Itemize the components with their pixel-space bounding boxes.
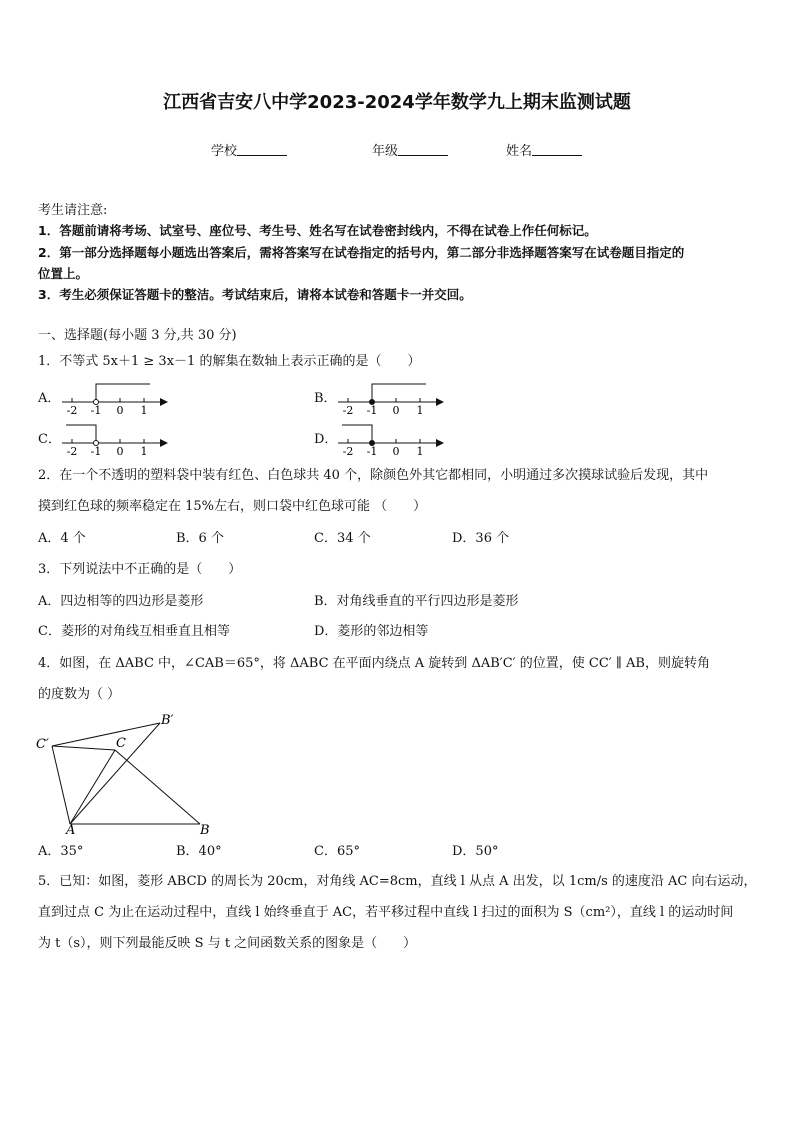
q1-option-b-label: B． (314, 391, 337, 406)
q3-option-b: B．对角线垂直的平行四边形是菱形 (314, 594, 519, 609)
q1a-tick-3: 0 (116, 404, 124, 416)
label-a: A (66, 823, 76, 835)
grade-blank (398, 143, 448, 156)
q1b-tick-3: 0 (392, 404, 400, 416)
q5-line-1: 5．已知：如图，菱形 ABCD 的周长为 20cm，对角线 AC=8cm，直线 l 从点 A 出发，以 1cm/s 的速度沿 AC 向右运动， (38, 874, 757, 889)
q4-option-a: A．35° (38, 844, 84, 859)
q4-option-c: C．65° (314, 844, 360, 859)
q1b-tick-2: -1 (366, 404, 378, 416)
q3-option-d: D．菱形的邻边相等 (314, 624, 429, 639)
q1c-tick-2: -1 (90, 445, 102, 457)
label-c-prime: C′ (36, 737, 49, 752)
q1b-tick-4: 1 (416, 404, 424, 416)
notice-item-1: 1．答题前请将考场、试室号、座位号、考生号、姓名写在试卷密封线内，不得在试卷上作任何标记。 (38, 223, 597, 238)
q3-option-a: A．四边相等的四边形是菱形 (38, 594, 204, 609)
q1-number-line-b (336, 380, 446, 416)
notice-item-3: 3．考生必须保证答题卡的整洁。考试结束后，请将本试卷和答题卡一并交回。 (38, 287, 472, 302)
school-blank (237, 143, 287, 156)
q5-line-3: 为 t（s），则下列最能反映 S 与 t 之间函数关系的图象是（ ） (38, 936, 417, 951)
q4-rotation-figure (30, 710, 220, 835)
q1a-tick-4: 1 (140, 404, 148, 416)
q2-line-2: 摸到红色球的频率稳定在 15%左右，则口袋中红色球可能 （ ） (38, 499, 427, 514)
notice-item-2: 2．第一部分选择题每小题选出答案后，需将答案写在试卷指定的括号内，第二部分非选择题答案写在试卷题目指定的 (38, 245, 685, 260)
grade-field (372, 140, 448, 159)
q2-option-d: D．36 个 (452, 531, 510, 546)
q1d-tick-3: 0 (392, 445, 400, 457)
q1b-tick-1: -2 (342, 404, 354, 416)
q3-option-c: C．菱形的对角线互相垂直且相等 (38, 624, 230, 639)
notice-heading: 考生请注意: (38, 203, 108, 218)
q1c-tick-4: 1 (140, 445, 148, 457)
q2-option-a: A．4 个 (38, 531, 86, 546)
q1-number-line-d (336, 421, 446, 457)
q1-option-a-label: A． (38, 391, 61, 406)
label-c: C (116, 736, 126, 751)
q1-option-d-label: D． (314, 432, 338, 447)
school-field (211, 140, 287, 159)
q2-line-1: 2．在一个不透明的塑料袋中装有红色、白色球共 40 个，除颜色外其它都相同，小明通过多次摸球试验后发现，其中 (38, 468, 709, 483)
q1-number-line-a (60, 380, 170, 416)
q1-option-c-label: C． (38, 432, 61, 447)
name-field (506, 140, 582, 159)
label-b: B (200, 823, 210, 835)
q5-line-2: 直到过点 C 为止在运动过程中，直线 l 始终垂直于 AC，若平移过程中直线 l 扫过的面积为 S（cm²），直线 l 的运动时间 (38, 905, 734, 920)
q1-stem: 1．不等式 5x＋1 ≥ 3x－1 的解集在数轴上表示正确的是（ ） (38, 354, 421, 369)
q2-option-c: C．34 个 (314, 531, 371, 546)
q1d-tick-4: 1 (416, 445, 424, 457)
q1d-tick-1: -2 (342, 445, 354, 457)
q1a-tick-2: -1 (90, 404, 102, 416)
q4-option-d: D．50° (452, 844, 499, 859)
q4-line-2: 的度数为（ ） (38, 687, 121, 702)
q1c-tick-1: -2 (66, 445, 78, 457)
q4-line-1: 4．如图，在 ΔABC 中，∠CAB＝65°，将 ΔABC 在平面内绕点 A 旋转到 ΔAB′C′ 的位置，使 CC′ ∥ AB，则旋转角 (38, 656, 710, 671)
school-label: 学校 (211, 144, 238, 159)
name-label: 姓名 (506, 144, 533, 159)
q1d-tick-2: -1 (366, 445, 378, 457)
notice-item-2-cont: 位置上。 (38, 266, 89, 281)
page-title: 江西省吉安八中学2023-2024学年数学九上期末监测试题 (163, 92, 631, 113)
q1-number-line-c (60, 421, 170, 457)
q1a-tick-1: -2 (66, 404, 78, 416)
name-blank (532, 143, 582, 156)
grade-label: 年级 (372, 144, 399, 159)
q3-stem: 3．下列说法中不正确的是（ ） (38, 562, 242, 577)
label-b-prime: B′ (161, 713, 174, 728)
q4-option-b: B．40° (176, 844, 222, 859)
q2-option-b: B．6 个 (176, 531, 224, 546)
q1c-tick-3: 0 (116, 445, 124, 457)
section-heading: 一、选择题(每小题 3 分,共 30 分) (38, 328, 237, 343)
